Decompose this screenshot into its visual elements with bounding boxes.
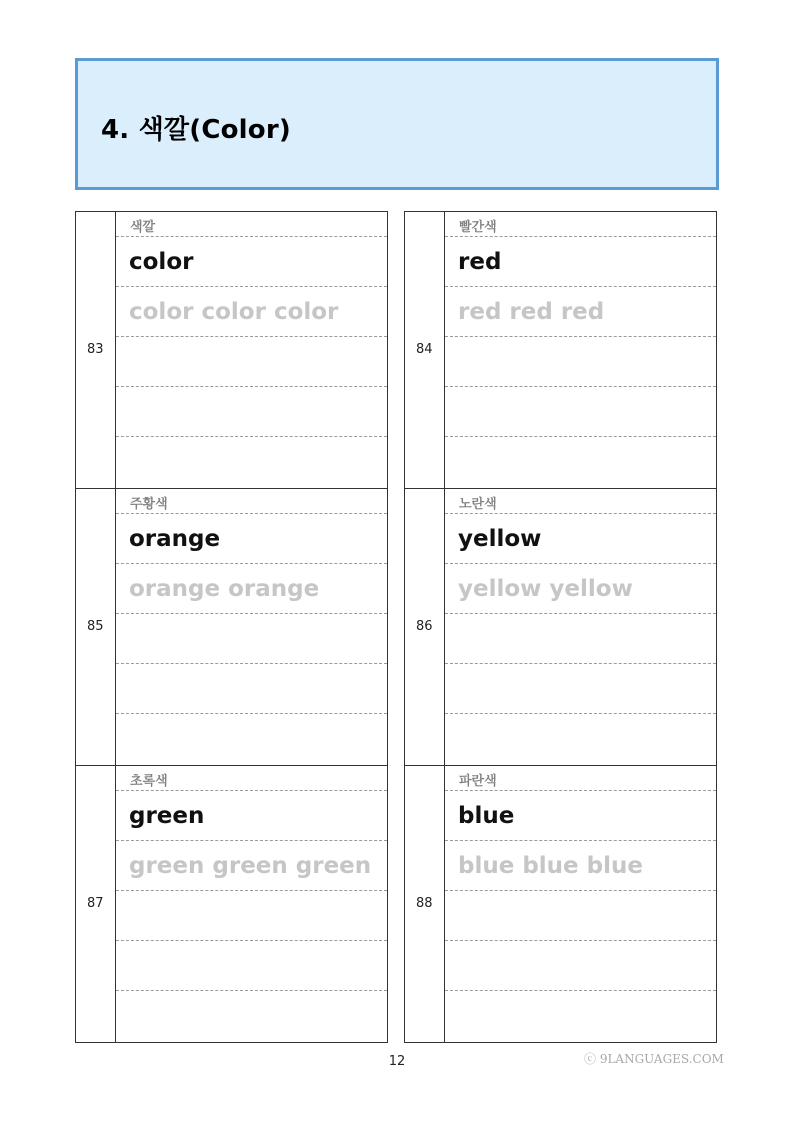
trace-text: orange orange	[129, 576, 320, 602]
trace-text: red red red	[458, 299, 605, 325]
section-title: 4. 색깔(Color)	[101, 115, 291, 145]
writing-line	[116, 387, 387, 437]
korean-row	[116, 212, 387, 237]
word-row	[445, 791, 716, 841]
word-row	[445, 514, 716, 564]
trace-row	[445, 287, 716, 337]
english-word: red	[458, 249, 502, 275]
writing-line	[116, 941, 387, 991]
vocab-card	[404, 765, 717, 1043]
writing-line	[116, 614, 387, 664]
word-row	[116, 514, 387, 564]
trace-text: color color color	[129, 299, 339, 325]
writing-line	[445, 941, 716, 991]
korean-row	[116, 489, 387, 514]
trace-row	[116, 564, 387, 614]
word-row	[116, 791, 387, 841]
writing-line	[116, 891, 387, 941]
card-number-column	[405, 489, 445, 765]
writing-line	[445, 991, 716, 1043]
card-number-column	[405, 766, 445, 1042]
trace-text: blue blue blue	[458, 853, 643, 879]
writing-line	[116, 337, 387, 387]
trace-row	[445, 841, 716, 891]
writing-line	[445, 337, 716, 387]
korean-row	[445, 489, 716, 514]
vocab-card	[404, 211, 717, 488]
card-number-column	[76, 766, 116, 1042]
page-number: 12	[388, 1054, 406, 1069]
card-number: 86	[416, 619, 433, 634]
word-row	[445, 237, 716, 287]
copyright-notice: ⓒ 9LANGUAGES.COM	[584, 1052, 724, 1066]
writing-line	[445, 891, 716, 941]
writing-line	[445, 714, 716, 766]
writing-line	[116, 664, 387, 714]
writing-line	[445, 664, 716, 714]
korean-word: 주황색	[130, 497, 168, 512]
card-number: 87	[87, 896, 104, 911]
korean-word: 색깔	[130, 220, 156, 235]
vocab-card	[404, 488, 717, 765]
card-number-column	[405, 212, 445, 488]
english-word: green	[129, 803, 205, 829]
trace-text: green green green	[129, 853, 372, 879]
card-number: 85	[87, 619, 104, 634]
korean-word: 초록색	[130, 774, 168, 789]
vocab-card	[75, 765, 388, 1043]
english-word: blue	[458, 803, 515, 829]
card-number: 84	[416, 342, 433, 357]
trace-row	[116, 841, 387, 891]
english-word: color	[129, 249, 194, 275]
vocab-card	[75, 488, 388, 765]
trace-row	[116, 287, 387, 337]
korean-word: 파란색	[459, 774, 497, 789]
writing-line	[116, 991, 387, 1043]
card-number-column	[76, 212, 116, 488]
korean-word: 노란색	[459, 497, 497, 512]
writing-line	[445, 387, 716, 437]
korean-row	[445, 766, 716, 791]
card-number: 83	[87, 342, 104, 357]
writing-line	[445, 437, 716, 489]
section-title-box	[75, 58, 719, 190]
korean-word: 빨간색	[459, 220, 497, 235]
english-word: yellow	[458, 526, 542, 552]
trace-text: yellow yellow	[458, 576, 633, 602]
writing-line	[116, 714, 387, 766]
vocab-card	[75, 211, 388, 488]
english-word: orange	[129, 526, 221, 552]
korean-row	[445, 212, 716, 237]
card-number-column	[76, 489, 116, 765]
card-number: 88	[416, 896, 433, 911]
korean-row	[116, 766, 387, 791]
word-row	[116, 237, 387, 287]
writing-line	[116, 437, 387, 489]
writing-line	[445, 614, 716, 664]
trace-row	[445, 564, 716, 614]
